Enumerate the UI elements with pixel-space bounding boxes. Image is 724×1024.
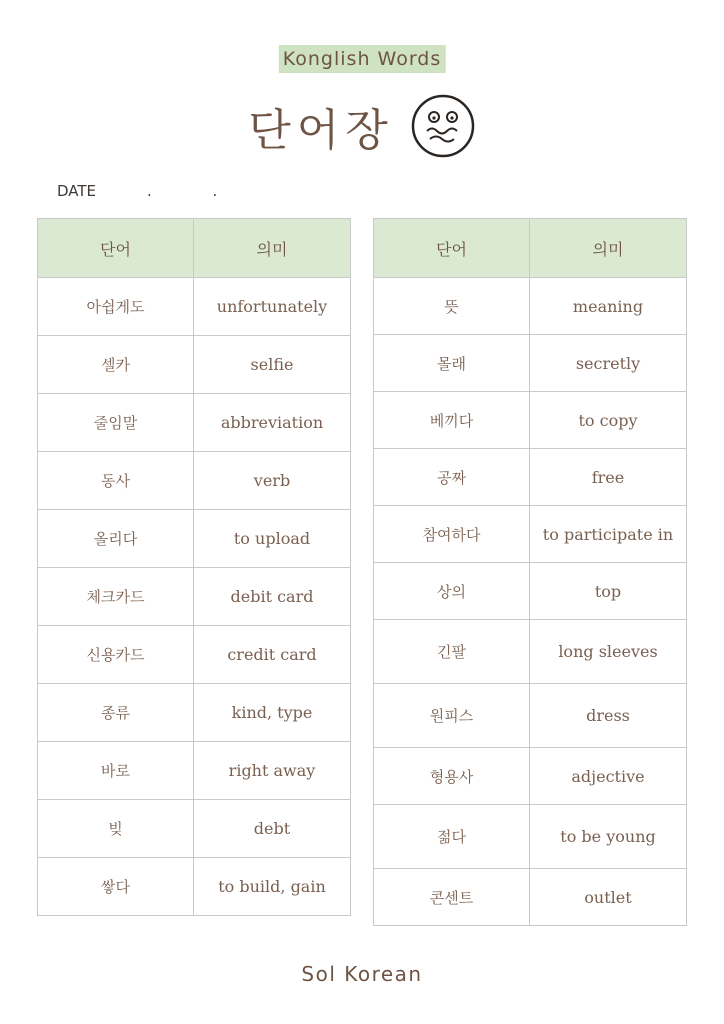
meaning-cell: kind, type — [194, 684, 351, 742]
word-cell: 긴팔 — [374, 620, 530, 684]
word-cell: 빚 — [38, 800, 194, 858]
word-cell: 콘센트 — [374, 869, 530, 926]
word-cell: 공짜 — [374, 449, 530, 506]
left-vocab-table — [37, 218, 351, 916]
table-row — [38, 278, 351, 336]
meaning-cell: to participate in — [530, 506, 687, 563]
date-separators: . . — [147, 182, 246, 200]
meaning-cell: to copy — [530, 392, 687, 449]
subtitle-highlight: Konglish Words — [279, 45, 446, 73]
table-row — [374, 805, 687, 869]
meaning-cell: debit card — [194, 568, 351, 626]
word-cell: 몰래 — [374, 335, 530, 392]
meaning-cell: dress — [530, 684, 687, 748]
meaning-cell: adjective — [530, 748, 687, 805]
table-row — [38, 742, 351, 800]
word-cell: 줄임말 — [38, 394, 194, 452]
table-row — [38, 394, 351, 452]
word-cell: 뜻 — [374, 278, 530, 335]
column-header-word: 단어 — [38, 219, 194, 278]
meaning-cell: meaning — [530, 278, 687, 335]
date-label: DATE — [57, 182, 97, 200]
word-cell: 쌓다 — [38, 858, 194, 916]
page-title: 단어장 — [248, 105, 394, 156]
meaning-cell: selfie — [194, 336, 351, 394]
table-row — [374, 392, 687, 449]
meaning-cell: debt — [194, 800, 351, 858]
table-row — [374, 563, 687, 620]
footer-brand: Sol Korean — [301, 962, 423, 986]
nauseous-face-icon — [410, 93, 476, 159]
table-row — [374, 684, 687, 748]
table-row — [38, 684, 351, 742]
column-header-meaning: 의미 — [194, 219, 351, 278]
word-cell: 참여하다 — [374, 506, 530, 563]
meaning-cell: credit card — [194, 626, 351, 684]
word-cell: 아쉽게도 — [38, 278, 194, 336]
word-cell: 원피스 — [374, 684, 530, 748]
table-row — [374, 449, 687, 506]
table-row — [374, 278, 687, 335]
meaning-cell: to upload — [194, 510, 351, 568]
table-row — [374, 506, 687, 563]
meaning-cell: free — [530, 449, 687, 506]
word-cell: 젊다 — [374, 805, 530, 869]
table-row — [38, 800, 351, 858]
table-row — [374, 335, 687, 392]
word-cell: 신용카드 — [38, 626, 194, 684]
table-row — [38, 510, 351, 568]
table-row — [38, 568, 351, 626]
word-cell: 상의 — [374, 563, 530, 620]
meaning-cell: long sleeves — [530, 620, 687, 684]
meaning-cell: secretly — [530, 335, 687, 392]
meaning-cell: top — [530, 563, 687, 620]
word-cell: 셀카 — [38, 336, 194, 394]
table-row — [374, 869, 687, 926]
meaning-cell: to be young — [530, 805, 687, 869]
meaning-cell: verb — [194, 452, 351, 510]
word-cell: 종류 — [38, 684, 194, 742]
table-row — [38, 452, 351, 510]
word-cell: 바로 — [38, 742, 194, 800]
column-header-meaning: 의미 — [530, 219, 687, 278]
table-row — [38, 626, 351, 684]
column-header-word: 단어 — [374, 219, 530, 278]
right-vocab-table — [373, 218, 687, 926]
meaning-cell: to build, gain — [194, 858, 351, 916]
table-row — [374, 620, 687, 684]
table-row — [38, 336, 351, 394]
word-cell: 동사 — [38, 452, 194, 510]
word-cell: 체크카드 — [38, 568, 194, 626]
title-row — [0, 90, 724, 162]
meaning-cell: unfortunately — [194, 278, 351, 336]
table-row — [38, 858, 351, 916]
word-cell: 올리다 — [38, 510, 194, 568]
meaning-cell: abbreviation — [194, 394, 351, 452]
table-row — [374, 748, 687, 805]
word-cell: 형용사 — [374, 748, 530, 805]
meaning-cell: right away — [194, 742, 351, 800]
meaning-cell: outlet — [530, 869, 687, 926]
word-cell: 베끼다 — [374, 392, 530, 449]
